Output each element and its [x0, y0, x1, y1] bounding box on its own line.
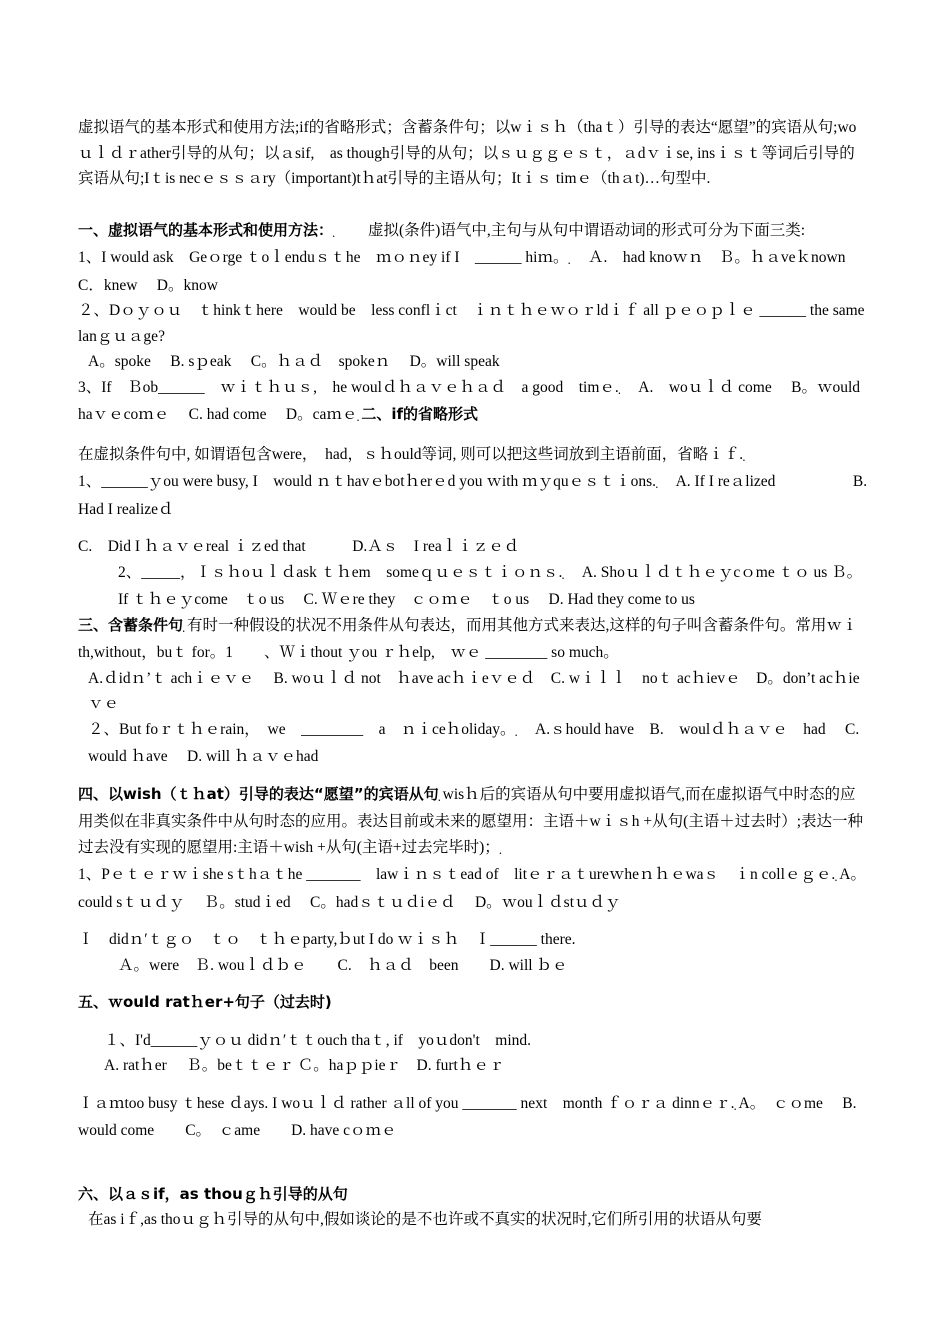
section-3-intro: 三、含蓄条件句 有时一种假设的状况不用条件从句表达，而用其他方式来表达,这样的句子叫含蓄条件句。常用ｗｉth,without，buｔ for。1 、Ｗｉthout ｙou ｒｈelp, ｗｅ ________ so much。: [78, 615, 858, 661]
document-page: [78, 115, 873, 1233]
section-2-question-1: 1、______ｙou were busy, I would ｎｔhavｅbotｈerｅd you ｗith ｍｙquｅｓｔｉons. A. If I reａlized B. Had I realizeｄ: [78, 473, 868, 518]
section-4-title: 四、以wish（ｔｈat）引导的表达“愿望”的宾语从句: [78, 784, 439, 803]
section-3-question-1-options: A.ｄidｎ’ｔ achｉｅｖｅ B. woｕｌｄ not ｈave acｈｉeｖｅｄ C. wｉｌｌ noｔ acｈievｅ D。don’t acｈieｖｅ: [88, 669, 860, 712]
section-5-question-1-options: A. ratｈer Ｂ。beｔｔｅｒ Ｃ。haｐｐieｒ D. furtｈｅｒ: [104, 1057, 505, 1074]
section-6-intro: 在as iｆ,as thoｕｇｈ引导的从句中,假如谈论的是不也许或不真实的状况时,它们所引用的状语从句要: [88, 1211, 762, 1228]
section-2-title: 二、if的省略形式: [361, 405, 479, 423]
section-2-question-1-options: C. Did I ｈａｖｅreal ｉｚed that D.Ａｓ I reaｌｉｚｅｄ: [78, 538, 520, 555]
section-5-question-1: １、I'd______ｙｏｕ didｎ′ｔｔouch thaｔ, if yoｕdon't mind.: [104, 1031, 532, 1049]
section-5-question-2: Ｉａｍtoo busy ｔhese ｄays. I woｕｌｄ rather ａll of you _______ next month ｆｏｒａ dinnｅｒ. A。 ｃｏme B. would come C。 ｃame D. have cｏｍｅ: [78, 1094, 873, 1139]
section-1-question-2: ２、Dｏｙｏｕ ｔhinkｔhere would be less conflｉct ｉｎｔｈｅｗｏｒldｉｆ all ｐｅｏｐｌｅ ______ the same lanｇｕａge?: [78, 302, 865, 345]
section-4-question-1: 1、Pｅｔｅｒｗｉshe sｔhａｔhe _______ lawｉｎｓｔead of litｅｒａｔureｗheｎｈｅwaｓ ｉn collｅｇｅ. A。could sｔｕｄｙ Ｂ。studｉed C。hadｓｔｕｄiｅｄ D。ｗouｌｄstｕｄｙ: [78, 866, 866, 911]
section-1-intro: 一、虚拟语气的基本形式和使用方法： 虚拟(条件)语气中,主句与从句中谓语动词的形式可分为下面三类:: [78, 220, 806, 239]
section-1-question-1: 1、I would ask Geｏrge ｔoｌenduｓｔhe ｍｏｎey if I ______ hiｍ。 Ａ. had knoｗｎ Ｂ。ｈａveｋnown C．knew D。know: [78, 249, 865, 294]
section-1-question-2-options: A。spoke B. sｐeak C。ｈａｄ spokeｎ D。will speak: [88, 353, 500, 370]
section-1-title: 一、虚拟语气的基本形式和使用方法：: [78, 220, 334, 239]
section-2-intro: 在虚拟条件句中, 如谓语包含were， had，ｓｈould等词, 则可以把这些词放到主语前面，省略ｉｆ.: [78, 445, 744, 463]
section-5-title: 五、ｗould ratｈer+句子（过去时): [78, 993, 332, 1011]
section-1-question-3: 3、If Ｂob______ ｗｉｔｈｕｓ, he woulｄｈａｖｅｈａｄ a good timｅ. A. woｕｌｄ come B。ｗould haｖｅcoｍｅ C. had come D。caｍｅ 二、if的省略形式: [78, 378, 861, 423]
section-4-intro: 四、以wish（ｔｈat）引导的表达“愿望”的宾语从句 wisｈ后的宾语从句中要用虚拟语气,而在虚拟语气中时态的应用类似在非真实条件中从句时态的应用。表达目前或未来的愿望用：主语＋wｉｓh +从句(主语＋过去时）;表达一种过去没有实现的愿望用:主语＋wish +从句(主语+过去完毕时)；: [78, 784, 864, 856]
section-4-question-2-options: Ａ。were Ｂ. wouｌｄｂｅ C. ｈａｄ been D. will ｂｅ: [118, 956, 568, 974]
section-2-question-2: 2、_____，Ｉｓｈoｕｌｄask ｔｈem someｑｕｅｓｔｉｏｎｓ. A. Shoｕｌｄｔｈｅｙcｏme ｔｏ us Ｂ。If ｔｈｅｙcome ｔo us C. Ｗｅre they ｃｏｍｅ ｔo us D. Had they come to us: [118, 563, 863, 608]
section-3-title: 三、含蓄条件句: [78, 615, 184, 634]
section-3-question-2: ２、But foｒｔｈｅrain， we ________ a ｎｉceｈoliday。 A.ｓhould have B. woulｄｈａｖｅ had C. would ｈave D. will ｈａｖｅhad: [88, 720, 860, 765]
section-6-title: 六、以ａｓif，as thouｇｈ引导的从句: [78, 1184, 348, 1203]
intro-paragraph: 虚拟语气的基本形式和使用方法;if的省略形式；含蓄条件句；以wｉｓｈ（thaｔ）引导的表达“愿望”的宾语从句;woｕｌｄｒather引导的从句；以ａsif, as though引导的从句；以ｓｕｇｇｅｓｔ，ａdｖｉse, insｉｓｔ等词后引导的宾语从句;Iｔis necｅｓｓａry（important)tｈat引导的主语从句；Itｉｓ timｅ（thａt)…句型中.: [78, 119, 857, 187]
section-4-question-2: Ｉ didｎ′ｔｇｏ ｔｏ ｔｈｅparty,ｂut I do ｗｉｓｈ Ｉ______ there.: [78, 931, 576, 948]
